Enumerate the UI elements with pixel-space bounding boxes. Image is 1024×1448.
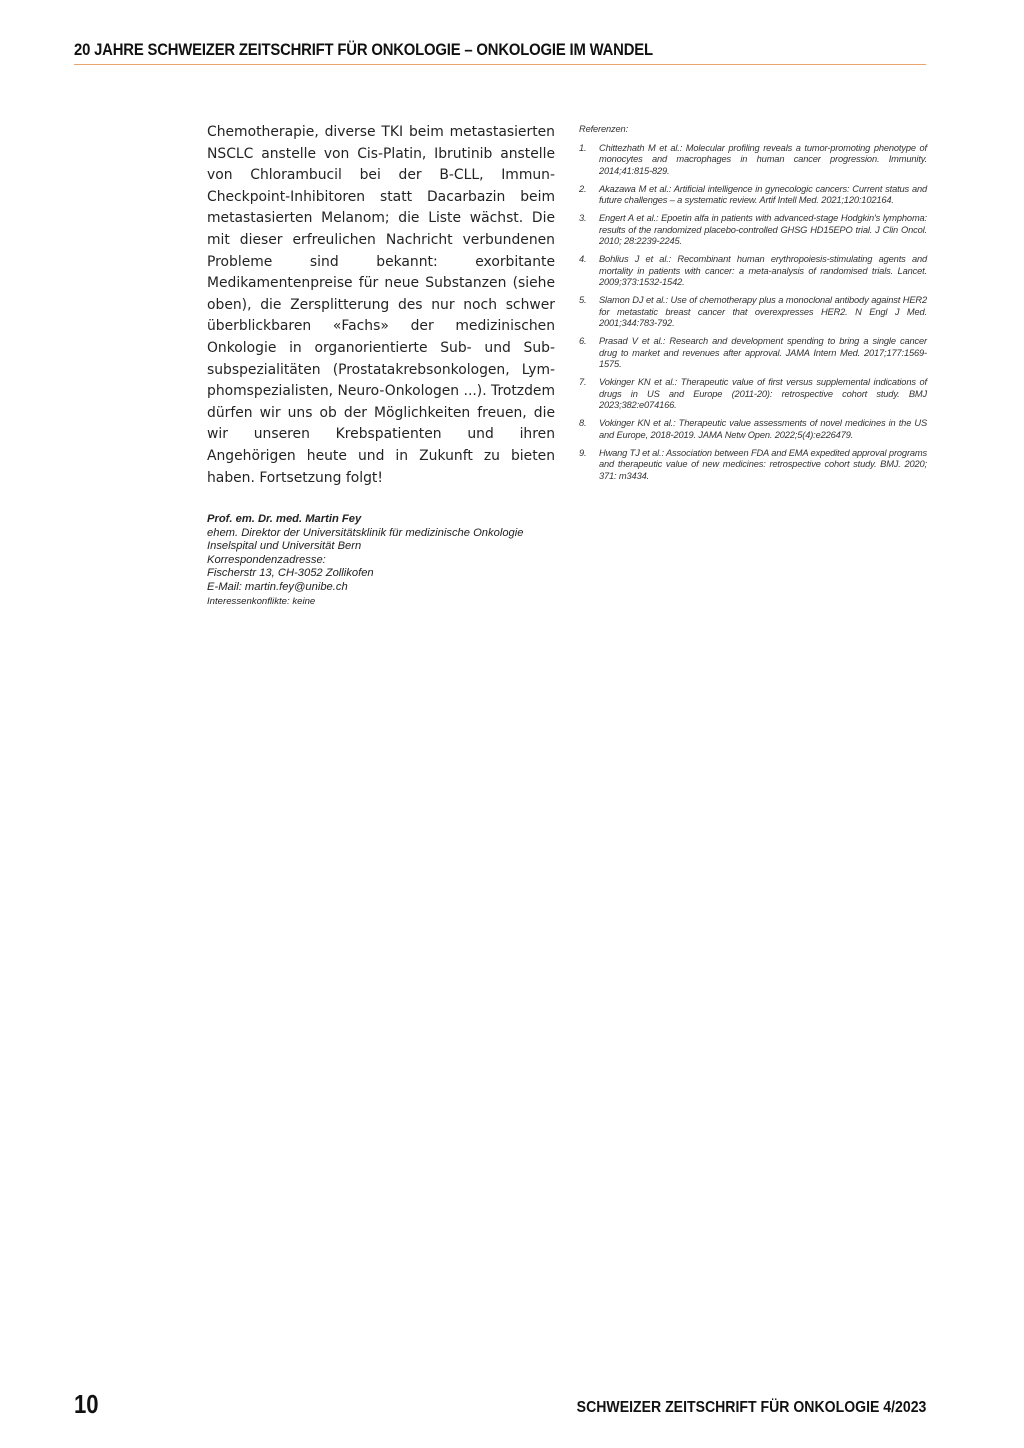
author-email[interactable]: E-Mail: martin.fey@unibe.ch — [207, 581, 348, 594]
reference-number: 9. — [579, 447, 587, 458]
references-column — [579, 124, 927, 489]
main-text-column — [207, 122, 555, 608]
reference-number: 6. — [579, 336, 587, 346]
correspondence-label: Korrespondenzadresse: — [207, 553, 326, 566]
reference-item — [579, 448, 927, 483]
conflict-statement: Interessenkonflikte: keine — [207, 595, 316, 607]
reference-item — [579, 213, 927, 248]
running-header — [74, 40, 926, 65]
journal-footer: SCHWEIZER ZEITSCHRIFT FÜR ONKOLOGIE 4/2023 — [576, 1399, 926, 1416]
page-number: 10 — [74, 1389, 99, 1419]
reference-text: Slamon DJ et al.: Use of chemotherapy plus a monoclonal antibody against HER2 for metastatic breast cancer that overexpresses HER2. N Engl J Med. 2001;344:783-792. — [599, 295, 927, 328]
reference-item — [579, 418, 927, 441]
reference-text: Chittezhath M et al.: Molecular profiling reveals a tumor-promoting phenotype of monocytes and macrophages in human cancer progression. Immunity. 2014;41:815-829. — [599, 142, 927, 176]
author-position: ehem. Direktor der Universitätsklinik für medizinische Onkologie — [207, 526, 524, 539]
references-heading: Referenzen: — [579, 124, 628, 134]
reference-item — [579, 295, 927, 330]
reference-text: Hwang TJ et al.: Association between FDA and EMA expedited approval programs and therapeutic value of new medicines: retrospective cohort study. BMJ. 2020; 371: m3434. — [599, 447, 927, 481]
reference-number: 4. — [579, 254, 587, 264]
reference-text: Engert A et al.: Epoetin alfa in patients with advanced-stage Hodgkin's lymphoma: results of the randomized placebo-controlled GHSG HD15EPO trial. J Clin Oncol. 2010; 28:2239-2245. — [599, 213, 927, 246]
body-paragraph: Chemotherapie, diverse TKI beim metastasierten NSCLC anstelle von Cis-Platin, Ibrutinib anstelle von Chlorambucil bei der B-CLL, Immun-Checkpoint-Inhibitoren statt Dacarbazin beim metastasierten Melanom; die Liste wächst. Die mit dieser erfreulichen Nachricht verbundenen Probleme sind bekannt: exorbitante Medikamentenpreise für neue Substanzen (siehe oben), die Zersplitterung des nur noch schwer überblickbaren «Fachs» der medizinischen Onkologie in organorientierte Sub- und Subsubspezialitäten (Prostatakrebsonkologen, Lymphomspezialisten, Neuro-Onkologen ...). Trotzdem dürfen wir uns ob der Möglichkeiten freuen, die wir unseren Krebspatienten und ihren Angehörigen heute und in Zukunft zu bieten haben. Fortsetzung folgt! — [207, 124, 555, 486]
reference-text: Prasad V et al.: Research and development spending to bring a single cancer drug to market and revenues after approval. JAMA Intern Med. 2017;177:1569-1575. — [599, 336, 927, 369]
reference-number: 3. — [579, 213, 587, 223]
reference-number: 5. — [579, 295, 587, 305]
reference-item — [579, 184, 927, 207]
reference-item — [579, 336, 927, 371]
reference-item — [579, 377, 927, 412]
reference-number: 7. — [579, 377, 587, 387]
reference-number: 8. — [579, 418, 587, 428]
author-block — [207, 513, 555, 608]
reference-item — [579, 254, 927, 289]
reference-number: 1. — [579, 142, 587, 153]
author-name: Prof. em. Dr. med. Martin Fey — [207, 513, 362, 526]
author-address: Fischerstr 13, CH-3052 Zollikofen — [207, 567, 374, 580]
reference-item — [579, 143, 927, 178]
reference-text: Bohlius J et al.: Recombinant human erythropoiesis-stimulating agents and mortality in patients with cancer: a meta-analysis of randomised trials. Lancet. 2009;373:1532-1542. — [599, 254, 927, 287]
reference-number: 2. — [579, 183, 587, 194]
reference-text: Vokinger KN et al.: Therapeutic value of first versus supplemental indications of drugs in US and Europe (2011-20): retrospective cohort study. BMJ 2023;382:e074166. — [599, 377, 927, 410]
reference-text: Akazawa M et al.: Artificial intelligence in gynecologic cancers: Current status and future challenges – a systematic review. Artif Intell Med. 2021;120:102164. — [599, 183, 927, 205]
reference-text: Vokinger KN et al.: Therapeutic value assessments of novel medicines in the US and Europe, 2018-2019. JAMA Netw Open. 2022;5(4):e226479. — [599, 418, 927, 440]
author-institution: Inselspital und Universität Bern — [207, 540, 362, 553]
header-title: 20 JAHRE SCHWEIZER ZEITSCHRIFT FÜR ONKOLOGIE – ONKOLOGIE IM WANDEL — [74, 41, 653, 59]
